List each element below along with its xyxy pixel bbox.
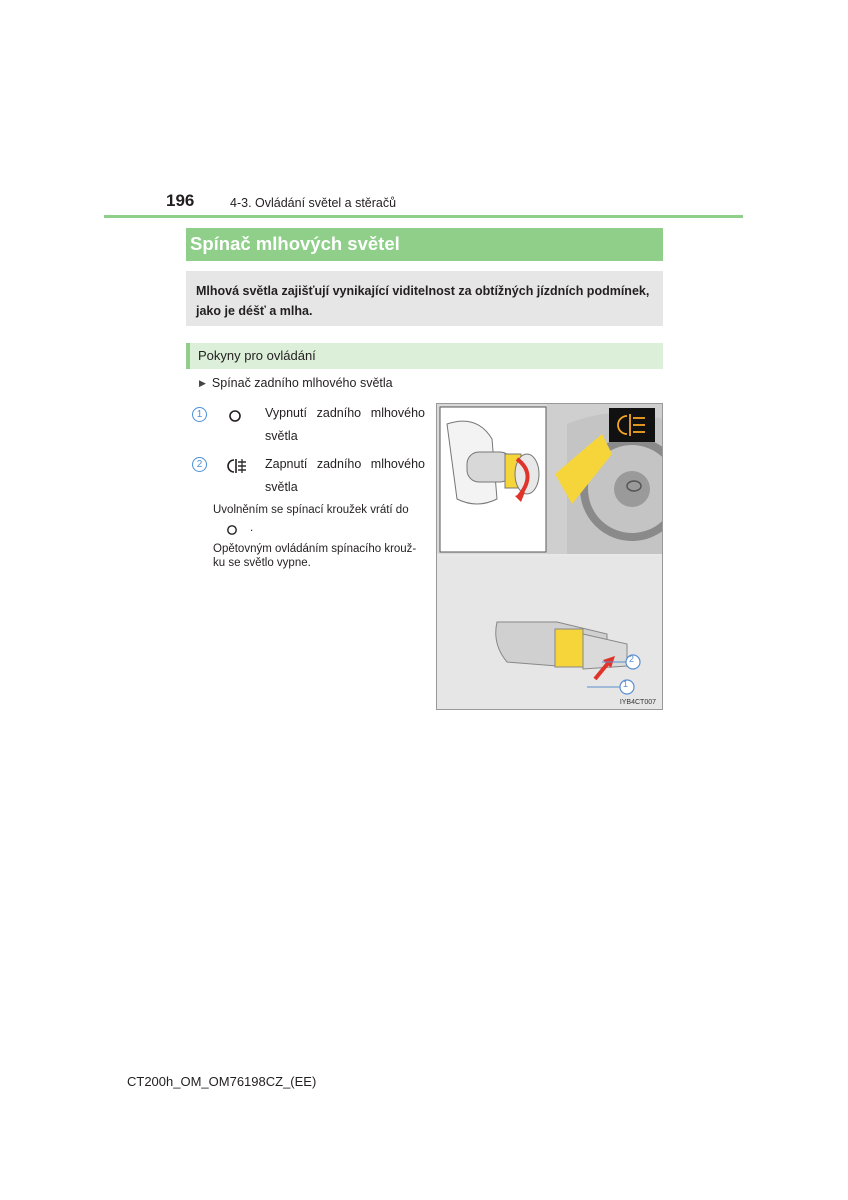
- rear-fog-lamp-icon: [226, 457, 248, 475]
- section-reference: 4-3. Ovládání světel a stěračů: [230, 196, 397, 210]
- item-text-2: Zapnutí zadního mlhového světla: [265, 457, 425, 494]
- item-number-1: 1: [192, 407, 207, 422]
- note-repeat-line2: ku se světlo vypne.: [213, 557, 311, 569]
- switch-illustration: [436, 403, 663, 710]
- off-circle-icon: [228, 409, 242, 423]
- page-number: 196: [166, 191, 195, 210]
- item-text-1: Vypnutí zadního mlhového světla: [265, 406, 425, 443]
- footer-document-code: CT200h_OM_OM76198CZ_(EE): [127, 1074, 317, 1089]
- item-number-2: 2: [192, 457, 207, 472]
- note-period: .: [250, 522, 254, 534]
- subsection-bar: [186, 343, 663, 369]
- figure-callout-1: 1: [623, 679, 629, 689]
- figure-label: IYB4CT007: [619, 699, 656, 706]
- off-circle-icon: [226, 524, 238, 536]
- figure-callout-2: 2: [629, 654, 635, 664]
- intro-box: [186, 271, 663, 326]
- note-release: Uvolněním se spínací kroužek vrátí do: [213, 504, 409, 516]
- header-rule: [104, 215, 743, 218]
- bullet-text: Spínač zadního mlhového světla: [211, 376, 393, 390]
- section-title-bar: [186, 228, 663, 261]
- subsection-title: Pokyny pro ovládání: [198, 348, 316, 363]
- note-repeat-line1: Opětovným ovládáním spínacího krouž-: [213, 543, 417, 555]
- bullet-item: [199, 376, 393, 390]
- section-title: Spínač mlhových světel: [190, 233, 400, 254]
- intro-text: Mlhová světla zajišťují vynikající viditelnost za obtížných jízdních podmínek, jako je déšť a mlha.: [196, 284, 650, 318]
- bullet-triangle-icon: ▶: [199, 378, 206, 388]
